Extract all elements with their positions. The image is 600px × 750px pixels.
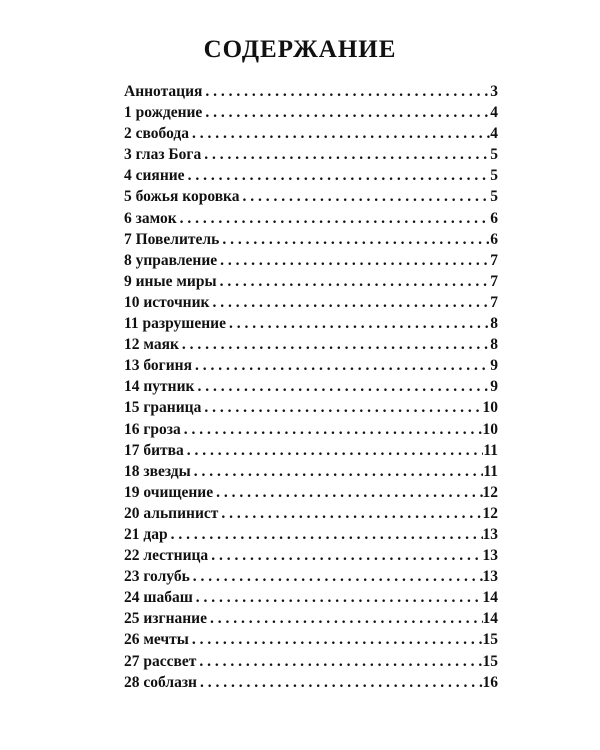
toc-entry-page-number: 10 — [482, 399, 498, 417]
dot-leader — [218, 503, 482, 524]
toc-entry[interactable] — [124, 629, 498, 650]
toc-entry-title: 8 управление — [124, 251, 218, 269]
toc-entry-title: 28 соблазн — [124, 673, 197, 691]
toc-entry-title: 27 рассвет — [124, 652, 197, 670]
table-of-contents — [124, 81, 498, 693]
toc-entry-page-number: 5 — [490, 146, 498, 164]
toc-entry-title: Аннотация — [124, 83, 203, 100]
toc-entry-title: 20 альпинист — [124, 504, 219, 522]
dot-leader — [181, 419, 483, 440]
dot-leader — [219, 229, 490, 250]
toc-entry-title: 7 Повелитель — [124, 230, 220, 248]
dot-leader — [191, 461, 484, 482]
toc-entry-title: 25 изгнание — [124, 610, 207, 628]
toc-entry[interactable] — [124, 81, 498, 102]
toc-entry-page-number: 10 — [482, 420, 498, 438]
toc-entry-page-number: 5 — [490, 188, 498, 206]
toc-entry-page-number: 6 — [490, 230, 498, 248]
toc-entry-page-number: 11 — [483, 462, 498, 480]
dot-leader — [208, 545, 482, 566]
toc-entry-page-number: 9 — [490, 378, 498, 396]
dot-leader — [213, 482, 482, 503]
toc-entry[interactable] — [124, 250, 498, 271]
dot-leader — [201, 397, 482, 418]
dot-leader — [201, 144, 490, 165]
toc-entry-title: 13 богиня — [124, 357, 192, 375]
dot-leader — [207, 608, 483, 629]
toc-entry[interactable] — [124, 186, 498, 207]
toc-entry-title: 2 свобода — [124, 125, 189, 143]
toc-entry[interactable] — [124, 123, 498, 144]
toc-entry[interactable] — [124, 376, 498, 397]
toc-entry[interactable] — [124, 419, 498, 440]
toc-entry-title: 1 рождение — [124, 104, 203, 122]
toc-entry[interactable] — [124, 334, 498, 355]
toc-entry[interactable] — [124, 503, 498, 524]
toc-entry[interactable] — [124, 355, 498, 376]
toc-entry[interactable] — [124, 440, 498, 461]
toc-entry-page-number: 4 — [490, 104, 498, 122]
toc-entry[interactable] — [124, 587, 498, 608]
toc-entry-title: 6 замок — [124, 209, 177, 227]
toc-entry[interactable] — [124, 229, 498, 250]
toc-entry-title: 16 гроза — [124, 420, 181, 438]
toc-entry-page-number: 15 — [482, 631, 498, 649]
toc-entry-page-number: 7 — [490, 272, 498, 290]
toc-entry-page-number: 13 — [482, 547, 498, 565]
dot-leader — [168, 524, 483, 545]
toc-entry-title: 5 божья коровка — [124, 188, 240, 206]
toc-entry-title: 19 очищение — [124, 483, 214, 501]
page-title: СОДЕРЖАНИЕ — [203, 36, 397, 63]
dot-leader — [226, 313, 490, 334]
toc-entry-page-number: 15 — [482, 652, 498, 670]
toc-entry-title: 10 источник — [124, 293, 210, 311]
toc-entry-title: 11 разрушение — [124, 315, 226, 333]
dot-leader — [194, 376, 490, 397]
toc-entry-page-number: 14 — [482, 610, 498, 628]
toc-entry[interactable] — [124, 313, 498, 334]
toc-entry-page-number: 7 — [490, 251, 498, 269]
toc-entry[interactable] — [124, 292, 498, 313]
toc-entry[interactable] — [124, 102, 498, 123]
toc-entry-title: 17 битва — [124, 441, 184, 459]
dot-leader — [177, 208, 491, 229]
dot-leader — [185, 165, 491, 186]
toc-entry-page-number: 9 — [490, 357, 498, 375]
dot-leader — [217, 271, 491, 292]
dot-leader — [179, 334, 490, 355]
toc-entry-title: 21 дар — [124, 525, 168, 543]
toc-entry-title: 9 иные миры — [124, 272, 217, 290]
toc-entry-title: 26 мечты — [124, 631, 189, 649]
toc-entry[interactable] — [124, 461, 498, 482]
toc-entry[interactable] — [124, 397, 498, 418]
toc-entry[interactable] — [124, 524, 498, 545]
toc-entry-page-number: 13 — [482, 568, 498, 586]
toc-entry-page-number: 16 — [482, 673, 498, 691]
dot-leader — [192, 355, 490, 376]
dot-leader — [184, 440, 484, 461]
toc-entry[interactable] — [124, 271, 498, 292]
dot-leader — [202, 81, 490, 102]
toc-entry-title: 12 маяк — [124, 336, 179, 354]
toc-entry-page-number: 13 — [482, 525, 498, 543]
toc-entry-page-number: 11 — [483, 441, 498, 459]
toc-entry-title: 24 шабаш — [124, 589, 193, 607]
toc-entry[interactable] — [124, 482, 498, 503]
toc-entry-page-number: 8 — [490, 315, 498, 333]
toc-entry[interactable] — [124, 608, 498, 629]
toc-entry-page-number: 5 — [490, 167, 498, 185]
toc-entry[interactable] — [124, 208, 498, 229]
toc-entry[interactable] — [124, 165, 498, 186]
toc-entry-title: 23 голубь — [124, 568, 190, 586]
toc-entry[interactable] — [124, 566, 498, 587]
toc-entry-page-number: 6 — [490, 209, 498, 227]
dot-leader — [209, 292, 490, 313]
toc-entry-page-number: 12 — [482, 504, 498, 522]
toc-entry-title: 22 лестница — [124, 547, 209, 565]
dot-leader — [196, 651, 482, 672]
toc-entry[interactable] — [124, 651, 498, 672]
toc-entry-page-number: 12 — [482, 483, 498, 501]
toc-entry[interactable] — [124, 672, 498, 693]
dot-leader — [189, 123, 490, 144]
dot-leader — [189, 629, 483, 650]
dot-leader — [197, 672, 483, 693]
toc-entry-page-number: 8 — [490, 336, 498, 354]
toc-entry-title: 3 глаз Бога — [124, 146, 202, 164]
toc-entry-page-number: 7 — [490, 293, 498, 311]
toc-entry-title: 4 сияние — [124, 167, 185, 185]
toc-entry-page-number: 4 — [490, 125, 498, 143]
toc-entry-title: 14 путник — [124, 378, 195, 396]
dot-leader — [193, 587, 483, 608]
toc-entry-page-number: 3 — [490, 83, 498, 100]
toc-entry-title: 15 граница — [124, 399, 202, 417]
dot-leader — [240, 186, 491, 207]
dot-leader — [202, 102, 490, 123]
toc-entry-page-number: 14 — [482, 589, 498, 607]
dot-leader — [217, 250, 490, 271]
toc-entry-title: 18 звезды — [124, 462, 191, 480]
toc-entry[interactable] — [124, 545, 498, 566]
toc-entry[interactable] — [124, 144, 498, 165]
dot-leader — [190, 566, 483, 587]
